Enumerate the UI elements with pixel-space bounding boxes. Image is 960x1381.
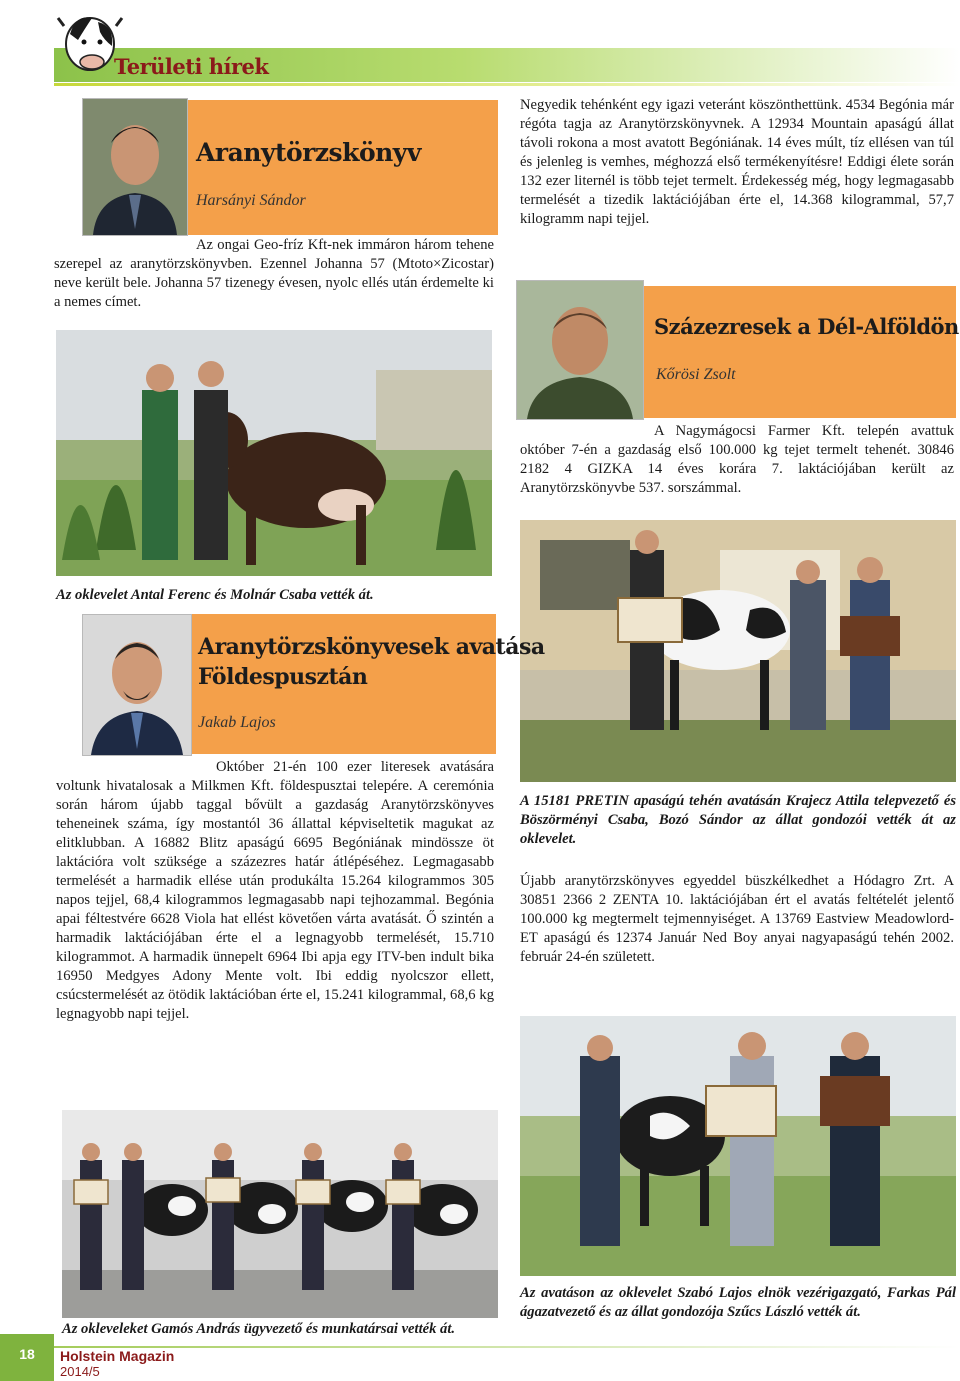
article1-photo-caption: Az oklevelet Antal Ferenc és Molnár Csaba vették át. (56, 587, 374, 603)
footer-divider (54, 1346, 960, 1348)
article2-photo (520, 520, 956, 782)
author-photo-placeholder-icon (517, 281, 643, 419)
footer-magazine-name: Holstein Magazin (60, 1348, 175, 1364)
article2-text2: Újabb aranytörzskönyves egyeddel büszkélkedhet a Hódagro Zrt. A 30851 2366 2 ZENTA 10. laktációjában ért el avatás feltételét jelentő 100.000 kg megtermelt tejmennyiséget. A 13769 Eastview Meadowlord-ET apaságú és 12374 Január Ned Boy anyai nagyapaságú tehén 2002. február 24-én született. (520, 873, 954, 965)
author-photo-placeholder-icon (83, 99, 187, 235)
author-photo-placeholder-icon (83, 615, 191, 755)
author-portrait-jakab (82, 614, 192, 756)
article3-photo-caption: Az okleveleket Gamós András ügyvezető és munkatársai vették át. (62, 1321, 456, 1337)
article1-continuation: Negyedik tehénként egy igazi veteránt köszönthettünk. 4534 Begónia már régóta tagja az Aranytörzskönyvnek. A 12934 Mountain apaságú állat távoli rokona a most avatott Begóniának. 14 éves múlt, tíz ellésen van túl és jelenleg is vemhes, méghozzá első termékenyítésre! Eddigi élete során 132 ezer liternél is több tejet termelt. Érdekesség még, hogy legmagasabb termelését a tizedik laktációjában érte el, 14.368 kilogrammal, 57,7 kilogramm napi tejjel. (520, 97, 954, 227)
article1-author: Harsányi Sándor (196, 192, 306, 209)
article1-title-box (176, 100, 498, 235)
cow-ceremony-photo-icon (62, 1110, 498, 1318)
article2-photo-caption: A 15181 PRETIN apaságú tehén avatásán Krajecz Attila telepvezető és Böszörményi Csaba, Bozó Sándor az állat gondozói vették át az oklevelet. (520, 793, 956, 847)
article1-intro: Az ongai Geo-fríz Kft-nek immáron három tehene szerepel az aranytörzskönyvben. Ezennel Johanna 57 (Mtoto×Zicostar) neve került bele. Johanna 57 tizenegy évesen, nyolc ellés után érdemelte ki a nemes címet. (54, 237, 494, 310)
section-title: Területi hírek (114, 54, 269, 79)
article2-text: A Nagymágocsi Farmer Kft. telepén avattuk október 7-én a gazdaság első 100.000 kg tejet termelt tehenét. 30846 2182 4 GIZKA 14 éves korára 7. laktációjában került az Aranytörzskönyvbe 537. sorszámmal. (520, 423, 954, 496)
cow-ceremony-photo-icon (520, 520, 956, 782)
article2-title-box (640, 286, 956, 418)
author-portrait-harsanyi (82, 98, 188, 236)
article2-photo2 (520, 1016, 956, 1276)
author-portrait-korosi (516, 280, 644, 420)
article2-photo2-caption: Az avatáson az oklevelet Szabó Lajos elnök vezérigazgató, Farkas Pál ágazatvezető és az állat gondozója Szűcs László vették át. (520, 1285, 956, 1320)
footer-issue: 2014/5 (60, 1364, 100, 1379)
cow-ceremony-photo-icon (56, 330, 492, 576)
cow-ceremony-photo-icon (520, 1016, 956, 1276)
page-number-tab (0, 1334, 54, 1381)
article1-photo (56, 330, 492, 576)
page-number: 18 (19, 1346, 35, 1362)
article1-title: Aranytörzskönyv (196, 138, 421, 167)
article3-text: Október 21-én 100 ezer literesek avatására voltunk hivatalosak a Milkmen Kft. földespusztai telepére. A ceremónia során három újabb taggal bővült a gazdaság Aranytörzskönyves teheneinek száma, így mostantól 36 állattal képviseltetik magukat az elitklubban. A 16882 Blitz apaságú 6695 Begóniának mindössze öt laktációra volt szüksége a százezres határ átlépéséhez. Legmagasabb termelését a harmadik ellése után produkálta 15.264 kilogrammos 305 napos tejjel, 68,4 kilogrammos legmagasabb napi tejhozammal. Begónia apai féltestvére 6628 Viola hat ellést követően várta avatását. Ő szintén a harmadik laktációjában érte el a legnagyobb termelését, 15.710 kilogrammot. A harmadik ünnepelt 6964 Ibi apja egy ITV-ben indult bika 16950 Medgyes Adony Mente volt. Ibi eddig nyolcszor ellett, csúcstermelését az ötödik laktációban érte el, 15.241 kilogrammal, 68,6 kg legnagyobb napi tejjel. (56, 759, 494, 1022)
article3-photo (62, 1110, 498, 1318)
article2-author: Kőrösi Zsolt (656, 366, 736, 383)
article2-title: Százezresek a Dél-Alföldön (654, 314, 959, 339)
article3-title-line1: Aranytörzskönyvesek avatása (198, 634, 545, 660)
article3-author: Jakab Lajos (198, 714, 276, 731)
article3-title-line2: Földespusztán (198, 664, 368, 690)
